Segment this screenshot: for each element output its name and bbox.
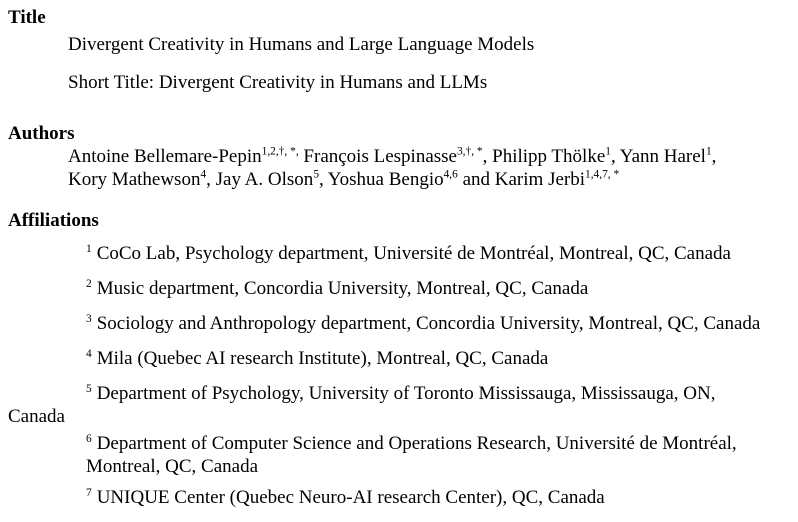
author-affiliation-marker: 1 <box>705 145 712 158</box>
affiliation-number: 2 <box>86 277 92 290</box>
title-section-heading: Title <box>8 7 46 28</box>
affiliation-item-1 <box>86 242 798 265</box>
affiliation-item-6 <box>86 432 798 478</box>
affiliation-text-continued: Canada <box>8 406 65 427</box>
paper-short-title: Short Title: Divergent Creativity in Humans and LLMs <box>68 72 488 93</box>
author-line-1 <box>68 145 798 168</box>
affiliation-number: 4 <box>86 347 92 360</box>
author-line-2 <box>68 168 798 191</box>
affiliation-text: Department of Computer Science and Operations Research, Université de Montréal, <box>96 433 737 454</box>
author-affiliation-marker: 5 <box>313 168 320 181</box>
author-name: Kory Mathewson <box>68 169 201 190</box>
authors-section-heading: Authors <box>8 123 75 144</box>
author-name: , Yann Harel <box>610 146 706 167</box>
affiliation-text: Mila (Quebec AI research Institute), Montreal, QC, Canada <box>96 348 549 369</box>
paper-title: Divergent Creativity in Humans and Large Language Models <box>68 34 535 55</box>
affiliation-item-3 <box>86 312 798 335</box>
affiliation-item-5 <box>8 382 798 428</box>
author-name: , Jay A. Olson <box>206 169 314 190</box>
author-name: Antoine Bellemare-Pepin <box>68 146 262 167</box>
author-affiliation-marker: 1,2,†, *, <box>261 145 299 158</box>
author-name: , <box>711 146 717 167</box>
affiliation-text: UNIQUE Center (Quebec Neuro-AI research Center), QC, Canada <box>96 487 605 508</box>
affiliation-text: Sociology and Anthropology department, Concordia University, Montreal, QC, Canada <box>96 313 761 334</box>
affiliation-item-2 <box>86 277 798 300</box>
affiliation-number: 6 <box>86 432 92 445</box>
author-affiliation-marker: 1 <box>605 145 611 158</box>
author-affiliation-marker: 1,4,7, * <box>585 168 620 181</box>
affiliation-number: 7 <box>86 486 92 499</box>
affiliation-number: 5 <box>86 382 92 395</box>
affiliation-text: CoCo Lab, Psychology department, Université de Montréal, Montreal, QC, Canada <box>96 243 731 264</box>
author-name: , Philipp Thölke <box>482 146 606 167</box>
affiliation-item-7 <box>86 486 798 509</box>
affiliation-item-4 <box>86 347 798 370</box>
affiliation-number: 3 <box>86 312 92 325</box>
affiliation-text: Department of Psychology, University of Toronto Mississauga, Mississauga, ON, <box>96 383 716 404</box>
author-affiliation-marker: 4 <box>200 168 207 181</box>
author-name: , Yoshua Bengio <box>319 169 444 190</box>
author-affiliation-marker: 3,†, * <box>456 145 483 158</box>
affiliations-section-heading: Affiliations <box>8 210 99 231</box>
affiliation-number: 1 <box>86 242 92 255</box>
affiliation-text: Music department, Concordia University, Montreal, QC, Canada <box>96 278 589 299</box>
author-affiliation-marker: 4,6 <box>443 168 458 181</box>
author-name: François Lespinasse <box>298 146 457 167</box>
author-name: and Karim Jerbi <box>457 169 585 190</box>
affiliation-text-continued: Montreal, QC, Canada <box>86 456 259 477</box>
